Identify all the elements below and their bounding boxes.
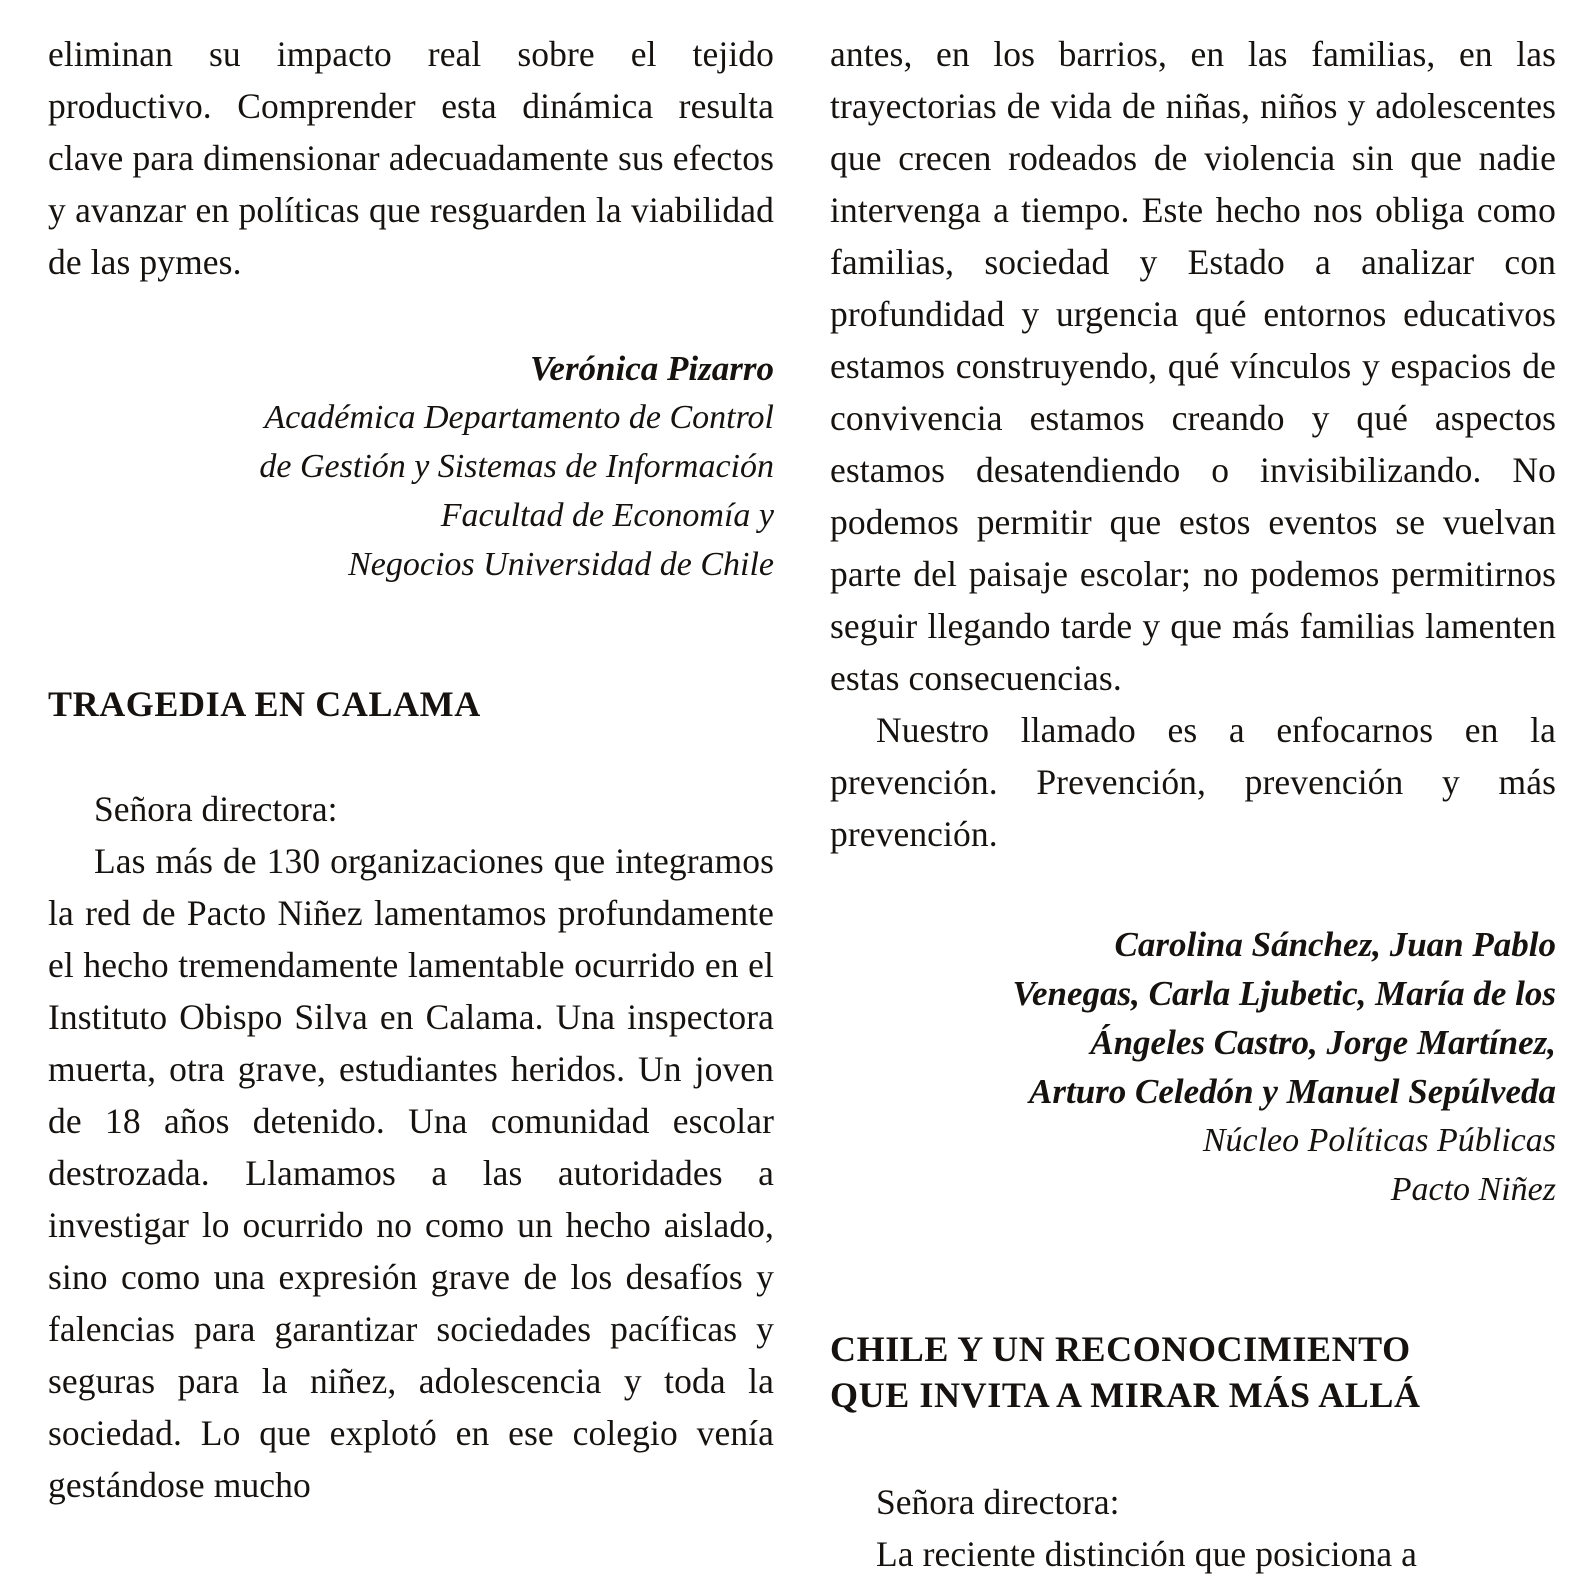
signature-block-pizarro	[48, 344, 774, 589]
signature-author-name-line: Carolina Sánchez, Juan Pablo	[1114, 925, 1556, 964]
article-continuation-paragraph: eliminan su impacto real sobre el tejido productivo. Comprender esta dinámica resulta clave para dimensionar adecuadamente sus efectos y avanzar en políticas que resguarden la viabilidad de las pymes.	[48, 34, 774, 282]
left-column	[48, 28, 774, 1584]
headline-line-1: CHILE Y UN RECONOCIMIENTO	[830, 1329, 1411, 1369]
right-column	[830, 28, 1556, 1584]
letter-salutation: Señora directora:	[94, 789, 338, 829]
letter-salutation: Señora directora:	[876, 1482, 1120, 1522]
letter-body-continuation: antes, en los barrios, en las familias, en las trayectorias de vida de niñas, niños y adolescentes que crecen rodeados de violencia sin que nadie intervenga a tiempo. Este hecho nos obliga como familias, sociedad y Estado a analizar con profundidad y urgencia qué entornos educativos estamos construyendo, qué vínculos y espacios de convivencia estamos creando y qué aspectos estamos desatendiendo o invisibilizando. No podemos permitir que estos eventos se vuelvan parte del paisaje escolar; no podemos permitirnos seguir llegando tarde y que más familias lamenten estas consecuencias.	[830, 34, 1556, 698]
signature-block-pacto-ninez	[830, 920, 1556, 1214]
article-headline-chile-reconocimiento	[830, 1326, 1556, 1418]
signature-author-name: Verónica Pizarro	[529, 349, 774, 388]
letter-closing-paragraph: Nuestro llamado es a enfocarnos en la prevención. Prevención, prevención y más prevención.	[830, 710, 1556, 854]
signature-role-line: Negocios Universidad de Chile	[348, 546, 774, 583]
signature-author-name-line: Ángeles Castro, Jorge Martínez,	[1090, 1023, 1556, 1062]
signature-role-line: de Gestión y Sistemas de Información	[259, 448, 774, 485]
signature-role-line: Pacto Niñez	[1390, 1171, 1556, 1208]
headline-line-2: QUE INVITA A MIRAR MÁS ALLÁ	[830, 1375, 1421, 1415]
signature-role-line: Núcleo Políticas Públicas	[1202, 1122, 1556, 1159]
article-headline-tragedia-en-calama: TRAGEDIA EN CALAMA	[48, 684, 481, 724]
signature-author-name-line: Arturo Celedón y Manuel Sepúlveda	[1029, 1072, 1556, 1111]
signature-role-line: Académica Departamento de Control	[264, 399, 774, 436]
signature-author-name-line: Venegas, Carla Ljubetic, María de los	[1012, 974, 1556, 1013]
signature-role-line: Facultad de Economía y	[440, 497, 774, 534]
letter-body-paragraph: Las más de 130 organizaciones que integramos la red de Pacto Niñez lamentamos profundamente el hecho tremendamente lamentable ocurrido en el Instituto Obispo Silva en Calama. Una inspectora muerta, otra grave, estudiantes heridos. Un joven de 18 años detenido. Una comunidad escolar destrozada. Llamamos a las autoridades a investigar lo ocurrido no como un hecho aislado, sino como una expresión grave de los desafíos y falencias para garantizar sociedades pacíficas y seguras para la niñez, adolescencia y toda la sociedad. Lo que explotó en ese colegio venía gestándose mucho	[48, 841, 774, 1505]
letter-body-paragraph: La reciente distinción que posiciona a	[876, 1534, 1418, 1574]
